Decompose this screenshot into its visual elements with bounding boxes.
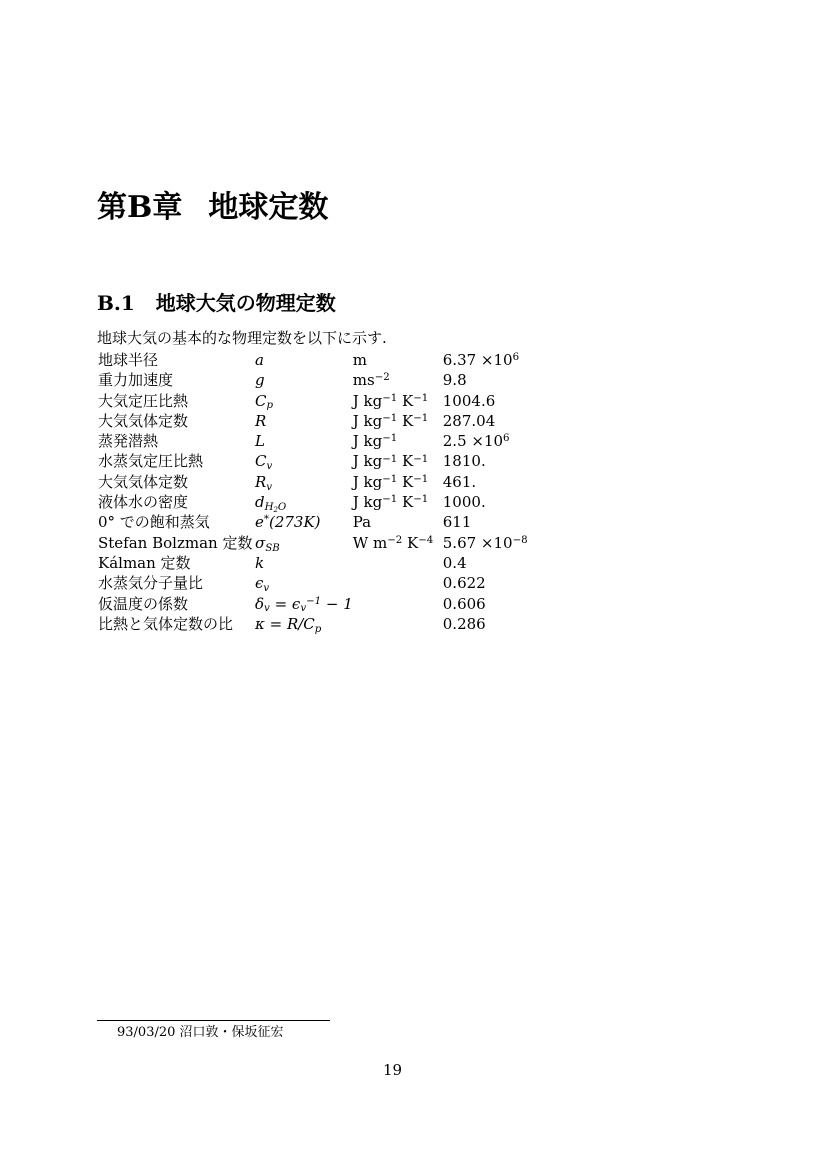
row-value: 0.4 [442,553,467,572]
row-value: 0.606 [442,594,486,613]
row-symbol: $d_{H_2O}$ [255,493,287,514]
row-label: 重力加速度 [98,371,174,390]
row-label: 水蒸気定圧比熱 [98,452,204,471]
row-label: Stefan Bolzman 定数 [98,533,253,552]
table-row [98,512,583,532]
row-unit: m [352,351,367,369]
row-symbol: $\kappa = R/C_p$ [255,614,322,635]
row-value: $5.67 \times 10^{-8}$ [442,533,528,552]
row-symbol: a [255,351,264,369]
row-symbol: $\delta_v = \epsilon_v^{-1} - 1$ [255,594,353,615]
page-number: 19 [383,1061,403,1079]
row-unit [353,553,443,573]
row-symbol: $\epsilon_v$ [255,574,270,595]
row-symbol: $\sigma_{SB}$ [255,533,280,554]
chapter-label: 第B章 [97,190,183,225]
row-symbol: g [255,371,265,390]
row-value: 611 [442,513,472,532]
chapter-name: 地球定数 [208,190,329,225]
row-label: 仮温度の係数 [98,594,189,613]
table-row [98,391,583,411]
table-row [98,350,583,370]
section-name: 地球大気の物理定数 [155,291,336,315]
row-value: 1000. [442,493,486,512]
row-symbol: k [255,553,265,572]
section-title [97,289,336,317]
table-row [98,573,583,593]
table-row [98,411,583,431]
row-symbol: R [255,411,267,430]
row-unit: J $kg^{-1}$ $K^{-1}$ [352,472,429,491]
row-symbol: $C_p$ [255,391,274,412]
row-value: 1004.6 [442,391,496,410]
row-label: 水蒸気分子量比 [98,574,204,593]
row-unit: $ms^{-2}$ [352,371,390,390]
row-label: 大気定圧比熱 [98,391,189,410]
row-unit [353,614,443,634]
row-value: 0.286 [442,614,486,633]
footnote-text: 93/03/20 沼口敦・保坂征宏 [117,1025,284,1040]
row-label: 蒸発潜熱 [98,432,159,451]
row-value: 461. [442,472,477,491]
row-value: 1810. [442,452,486,471]
table-row [98,431,583,451]
row-symbol: $C_v$ [255,452,273,473]
table-row [98,533,583,553]
row-label: 地球半径 [98,351,159,369]
row-symbol: L [255,432,265,451]
row-unit: J $kg^{-1}$ $K^{-1}$ [352,452,429,471]
row-unit [353,573,443,593]
table-row [98,614,583,634]
table-row [98,553,583,573]
row-unit [353,594,443,614]
row-label: 液体水の密度 [98,493,189,512]
intro-text: 地球大気の基本的な物理定数を以下に示す. [97,329,387,347]
row-unit: W $m^{-2}$ $K^{-4}$ [352,533,434,552]
row-value: 287.04 [442,411,496,430]
table-row [98,370,583,390]
table-row [98,594,583,614]
row-label: 大気気体定数 [98,411,189,430]
section-number: B.1 [97,291,135,315]
row-label: Kálman 定数 [98,553,191,572]
row-symbol: $R_v$ [255,472,273,493]
footnote-rule [97,1020,330,1021]
row-unit: J $kg^{-1}$ $K^{-1}$ [352,493,429,512]
table-row [98,492,583,512]
row-unit: J $kg^{-1}$ $K^{-1}$ [352,391,429,410]
row-unit: Pa [352,513,372,532]
row-value: 9.8 [442,371,467,390]
row-symbol: e*(273K) [255,513,321,532]
row-value: $6.37 \times 10^6$ [442,351,520,369]
row-unit: J $kg^{-1}$ [352,432,398,451]
table-row [98,451,583,471]
row-label: 0° での飽和蒸気 [98,513,210,532]
row-value: 0.622 [442,574,486,593]
constants-table [98,350,583,634]
row-label: 比熱と気体定数の比 [98,614,234,633]
table-row [98,472,583,492]
row-value: $2.5 \times 10^6$ [442,432,510,451]
row-label: 大気気体定数 [98,472,189,491]
row-unit: J $kg^{-1}$ $K^{-1}$ [352,411,429,430]
chapter-title [97,190,328,226]
